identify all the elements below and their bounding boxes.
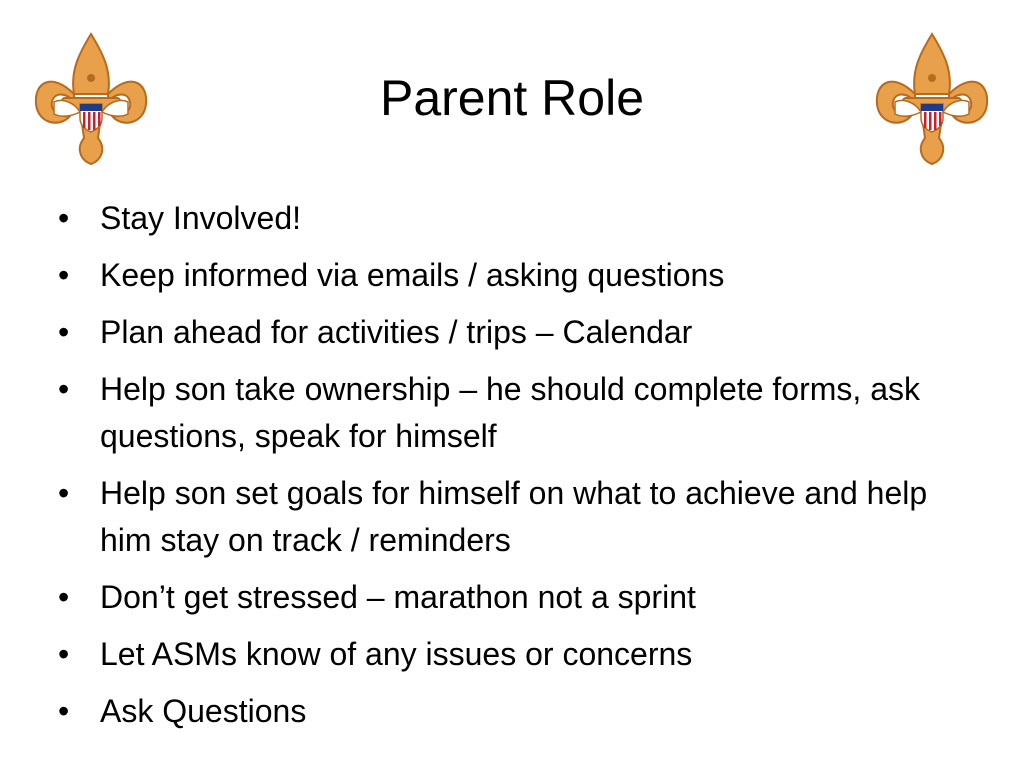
bullet-item [58, 195, 958, 242]
bullet-text: Don’t get stressed – marathon not a sprint [100, 579, 696, 615]
bullet-text: Keep informed via emails / asking questions [100, 257, 725, 293]
bullet-text: Help son set goals for himself on what to achieve and help him stay on track / reminders [100, 475, 928, 558]
bullet-text: Stay Involved! [100, 200, 301, 236]
bullet-marker: • [58, 200, 70, 236]
bullet-marker: • [58, 579, 70, 615]
bullet-marker: • [58, 636, 70, 672]
bullet-item [58, 470, 958, 564]
bullet-marker: • [58, 475, 70, 511]
bullet-item [58, 366, 958, 460]
bullet-text: Let ASMs know of any issues or concerns [100, 636, 693, 672]
bullet-text: Plan ahead for activities / trips – Calendar [100, 314, 693, 350]
bullet-marker: • [58, 371, 70, 407]
bullet-marker: • [58, 257, 70, 293]
bullet-text: Help son take ownership – he should complete forms, ask questions, speak for himself [100, 371, 920, 454]
slide-title: Parent Role [379, 70, 645, 126]
fleur-de-lis-emblem-right-icon [873, 32, 991, 166]
bullet-item [58, 574, 958, 621]
bullet-item [58, 688, 958, 735]
fleur-de-lis-graphic [873, 32, 991, 166]
bullet-item [58, 309, 958, 356]
bullet-marker: • [58, 314, 70, 350]
bullet-item [58, 631, 958, 678]
bullet-text: Ask Questions [100, 693, 307, 729]
bullet-marker: • [58, 693, 70, 729]
bullet-list [58, 195, 958, 745]
bullet-item [58, 252, 958, 299]
